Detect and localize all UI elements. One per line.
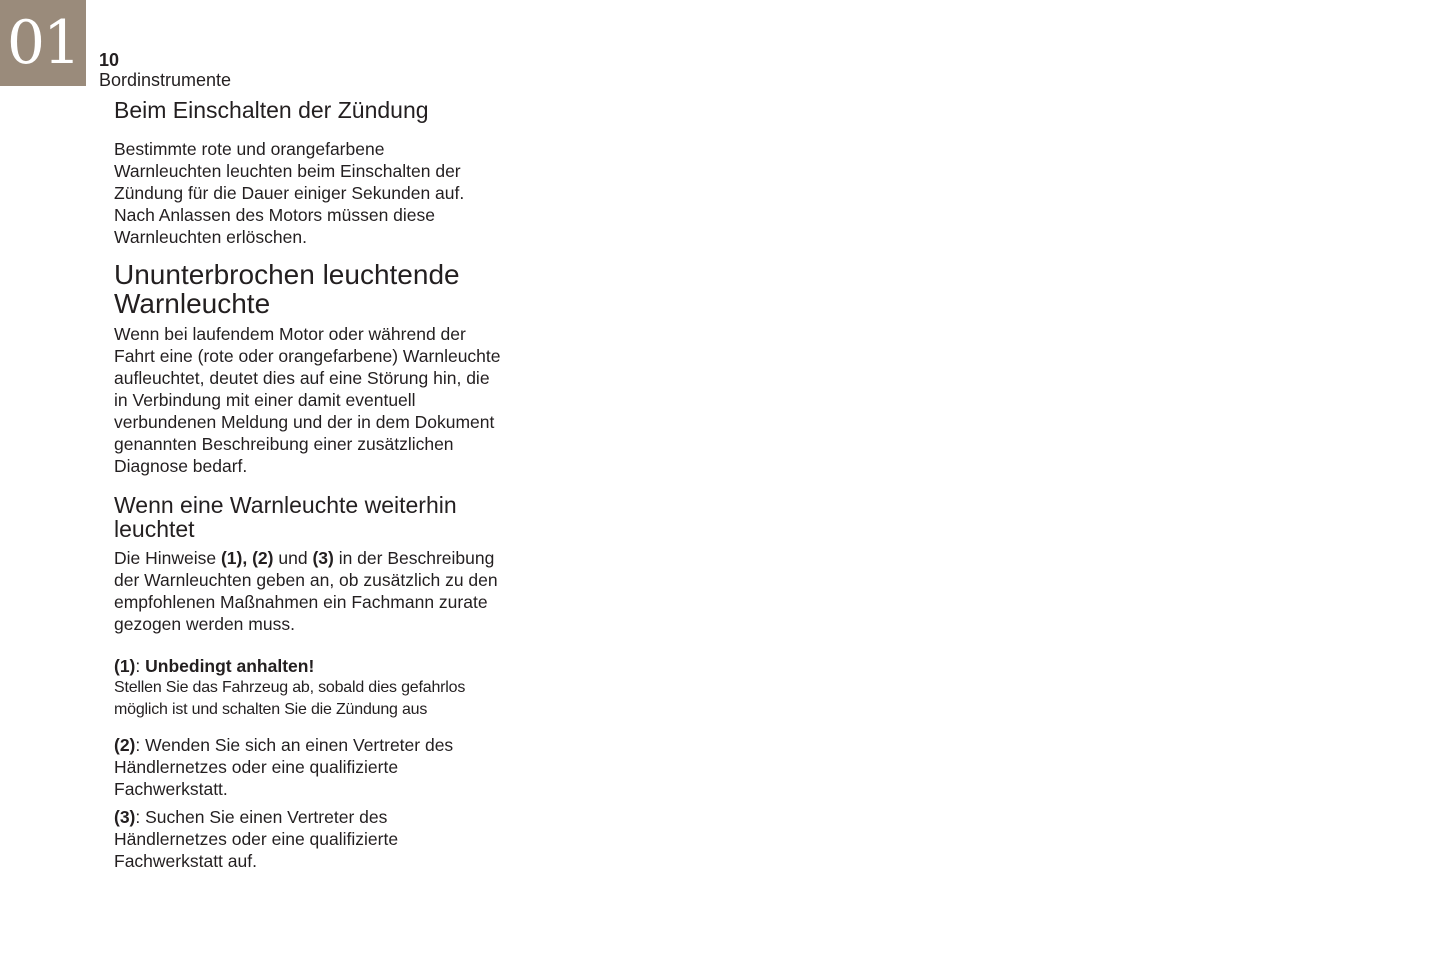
- text-fragment: in der Beschreibung der Warnleuchten geben an, ob zusätzlich zu den empfohlenen Maßnahmen ein Fachmann zurate gezogen werden muss.: [114, 548, 498, 634]
- heading-continuous-warning: Ununterbrochen leuchtende Warnleuchte: [114, 259, 460, 319]
- paragraph-warning-remains-on: [114, 547, 499, 635]
- note-emphasis: Unbedingt anhalten!: [145, 656, 315, 676]
- paragraph-ignition: Bestimmte rote und orangefarbene Warnleuchten leuchten beim Einschalten der Zündung für die Dauer einiger Sekunden auf. Nach Anlassen des Motors müssen diese Warnleuchten erlöschen.: [114, 139, 465, 247]
- reference-2: (2): [252, 548, 274, 568]
- section-name: Bordinstrumente: [99, 70, 232, 90]
- reference-3: (3): [312, 548, 334, 568]
- separator: ,: [242, 548, 253, 568]
- note-label: (2): [114, 735, 136, 755]
- note-text: : Wenden Sie sich an einen Vertreter des Händlernetzes oder eine qualifizierte Fachwerkstatt.: [114, 735, 454, 799]
- heading-warning-remains-on: Wenn eine Warnleuchte weiterhin leuchtet: [114, 492, 457, 542]
- text-fragment: Die Hinweise: [114, 548, 221, 568]
- note-label: (1): [114, 656, 136, 676]
- note-2: [114, 734, 464, 800]
- note-colon: :: [135, 656, 146, 676]
- text-fragment: und: [273, 548, 313, 568]
- note-3: [114, 806, 434, 872]
- note-1-text: Stellen Sie das Fahrzeug ab, sobald dies gefahrlos möglich ist und schalten Sie die Zündung aus: [114, 679, 466, 718]
- chapter-number-box: 01: [0, 0, 86, 86]
- reference-1: (1): [220, 548, 243, 568]
- paragraph-continuous-warning: Wenn bei laufendem Motor oder während der Fahrt eine (rote oder orangefarbene) Warnleuchte aufleuchtet, deutet dies auf eine Störung hin, die in Verbindung mit einer damit eventuell verbundenen Meldung und der in dem Dokument genannten Beschreibung einer zusätzlichen Diagnose bedarf.: [114, 324, 501, 476]
- page-number: 10: [99, 50, 120, 70]
- heading-ignition: Beim Einschalten der Zündung: [114, 97, 429, 123]
- note-text: : Suchen Sie einen Vertreter des Händlernetzes oder eine qualifizierte Fachwerkstatt auf.: [114, 807, 399, 871]
- page-content: [114, 98, 514, 872]
- note-1-heading: [114, 655, 514, 677]
- note-label: (3): [114, 807, 136, 827]
